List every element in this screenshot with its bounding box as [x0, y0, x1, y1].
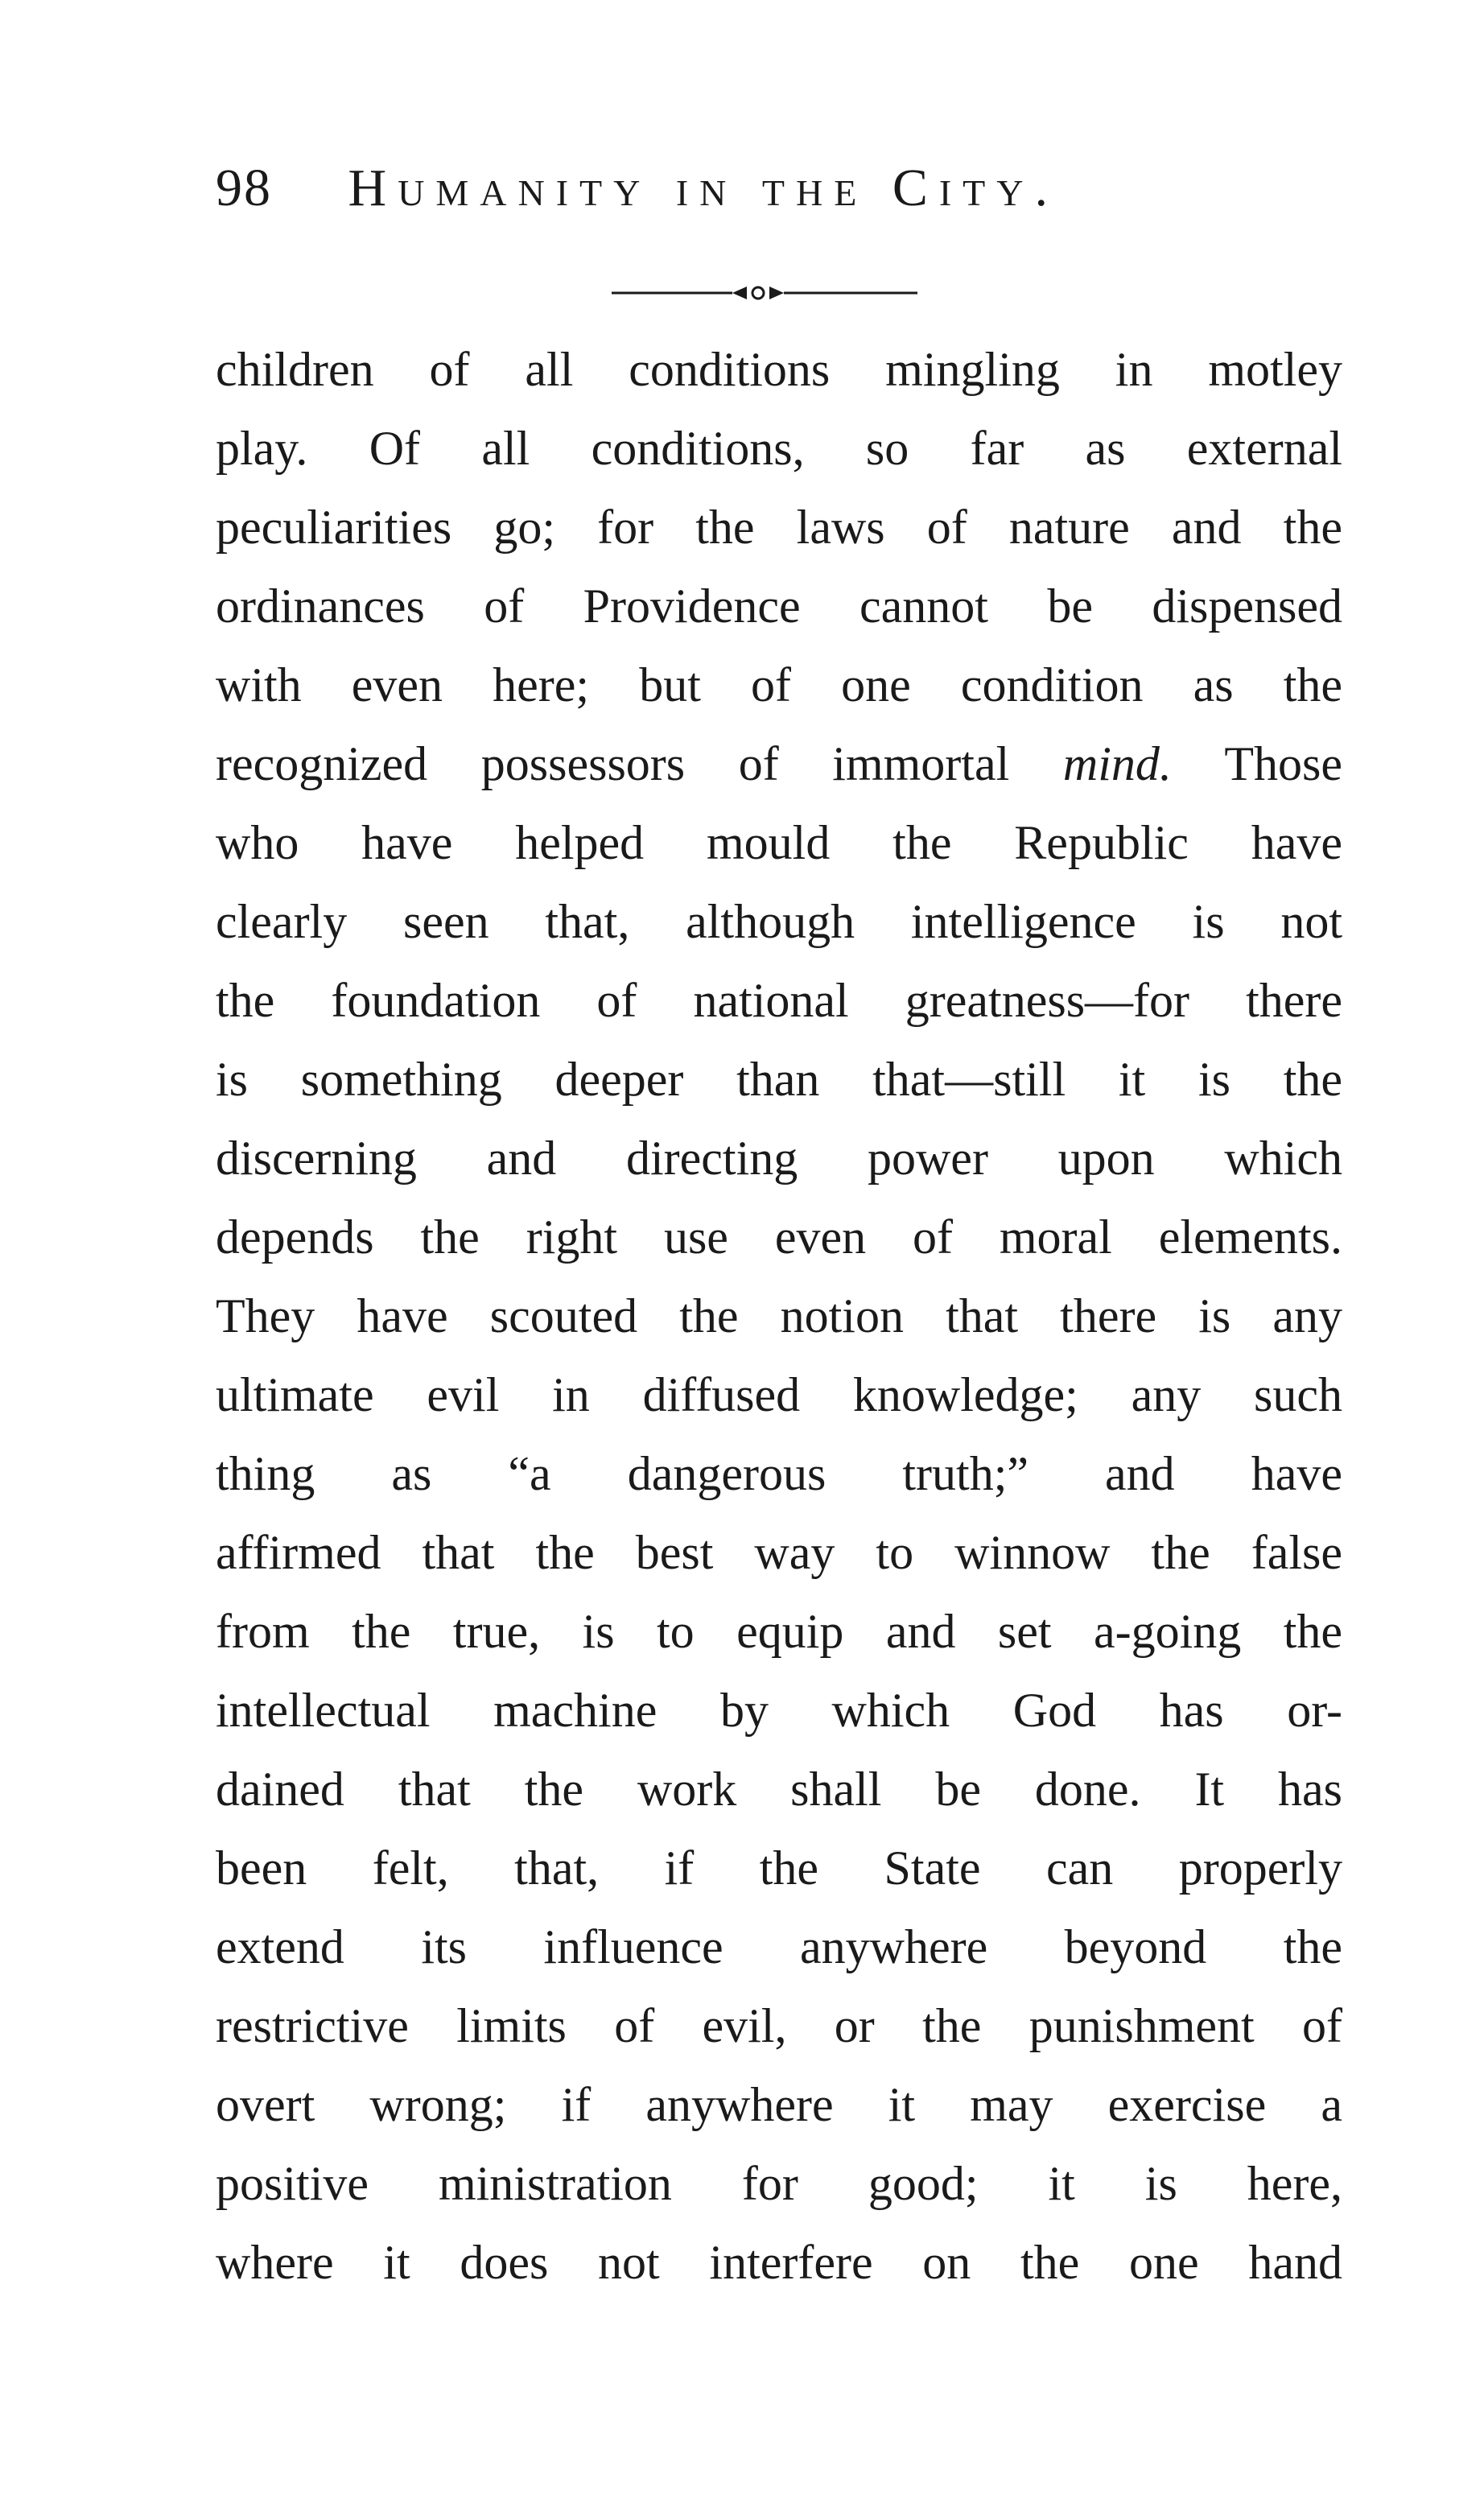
text-segment: recognized possessors of immortal: [216, 737, 1063, 790]
text-line: play. Of all conditions, so far as external: [216, 422, 1342, 475]
running-header: [216, 158, 1222, 246]
italic-word: mind.: [1062, 737, 1172, 790]
text-line: from the true, is to equip and set a-going the: [216, 1605, 1342, 1658]
text-line: is something deeper than that—still it is the: [216, 1053, 1342, 1106]
text-line: the foundation of national greatness—for there: [216, 974, 1342, 1027]
text-line: dained that the work shall be done. It has: [216, 1763, 1342, 1816]
text-line: peculiarities go; for the laws of nature and the: [216, 501, 1342, 554]
text-line: ultimate evil in diffused knowledge; any such: [216, 1368, 1342, 1421]
running-title: Humanity in the City.: [348, 159, 1059, 217]
text-line: been felt, that, if the State can properly: [216, 1841, 1342, 1895]
text-line: positive ministration for good; it is here,: [216, 2157, 1342, 2210]
text-line: discerning and directing power upon which: [216, 1132, 1342, 1185]
text-line: where it does not interfere on the one hand: [216, 2236, 1342, 2289]
page-number: 98: [216, 159, 272, 217]
ornament-rule: [612, 283, 917, 303]
text-line: depends the right use even of moral elements.: [216, 1210, 1342, 1264]
text-line: intellectual machine by which God has or-: [216, 1684, 1342, 1737]
text-line: thing as “a dangerous truth;” and have: [216, 1447, 1342, 1500]
text-line: overt wrong; if anywhere it may exercise a: [216, 2078, 1342, 2131]
body-text: [216, 330, 1342, 2302]
text-line: with even here; but of one condition as the: [216, 658, 1342, 711]
text-line: children of all conditions mingling in motley: [216, 343, 1342, 396]
text-line: extend its influence anywhere beyond the: [216, 1920, 1342, 1973]
text-segment: Those: [1171, 737, 1342, 790]
text-line: affirmed that the best way to winnow the false: [216, 1526, 1342, 1579]
text-line: clearly seen that, although intelligence is not: [216, 895, 1342, 948]
text-line: ordinances of Providence cannot be dispensed: [216, 579, 1342, 633]
text-line: [216, 724, 1342, 803]
text-line: They have scouted the notion that there is any: [216, 1289, 1342, 1342]
text-line: who have helped mould the Republic have: [216, 816, 1342, 869]
text-line: restrictive limits of evil, or the punishment of: [216, 1999, 1342, 2052]
